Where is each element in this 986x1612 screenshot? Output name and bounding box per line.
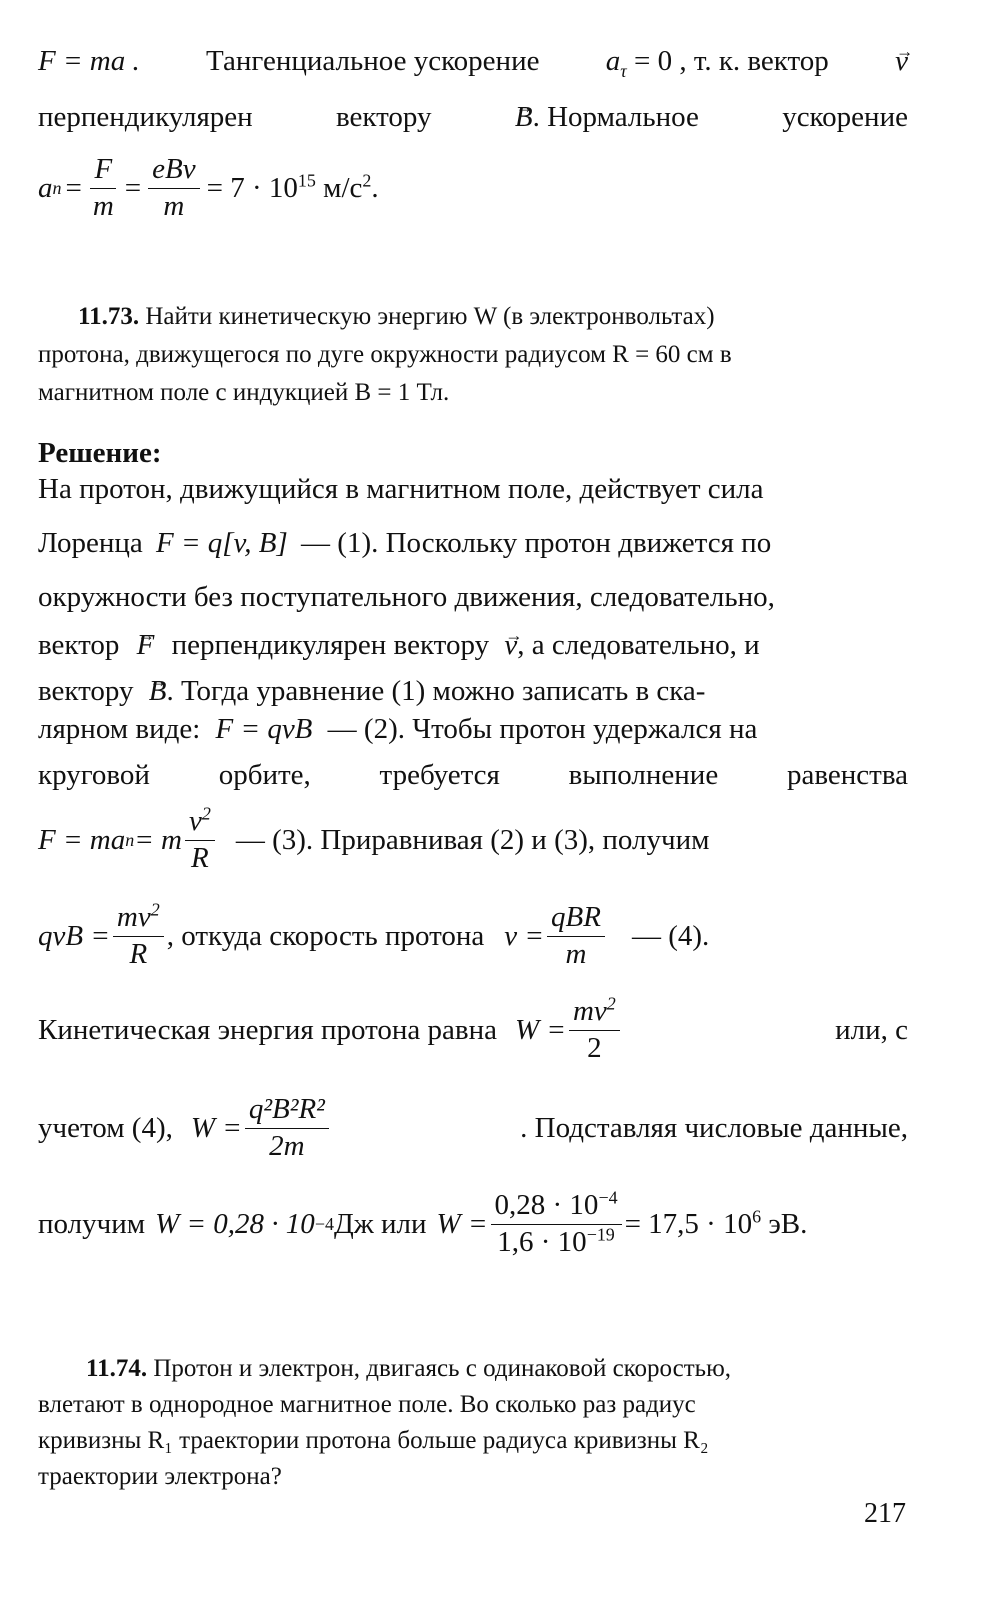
problem-number: 11.73. (78, 303, 140, 330)
problem-73-line-2: протона, движущегося по дуге окружности радиусом R = 60 см в (38, 341, 732, 368)
solution-line-11: учетом (4), W = $\frac{\text{q²B²R²}}{2m}$ . Подставляя числовые данные, (38, 1092, 908, 1162)
problem-number: 11.74. (86, 1355, 148, 1382)
fraction: $\frac{0,28 \cdot 10^{-4}}{1,6 \cdot 10^{-19}}$ (491, 1190, 622, 1259)
problem-74-line-4: траектории электрона? (38, 1463, 282, 1490)
vector-v: → v (504, 628, 517, 662)
normal-acceleration-equation: a n = $\frac{F}{m}$ = $\frac{\text{eBv}}{m}$ = $7 \cdot 10^{15}$ $м/с^2$. (38, 152, 379, 222)
vector-b: → B (149, 674, 167, 708)
solution-line-10: Кинетическая энергия протона равна W = $\frac{mv^2}{2}$ или, с (38, 992, 908, 1064)
eq-f-ma: F = ma . (38, 45, 140, 77)
vector-f: → F (137, 628, 155, 662)
fraction: $\frac{mv^2}{R}$ (113, 902, 164, 971)
top-line-2: перпендикулярен вектору → B. Нормальное ускорение (38, 100, 908, 134)
text: Тангенциальное ускорение (206, 45, 540, 77)
solution-line-4: вектор → F перпендикулярен вектору → v, а следовательно, и (38, 628, 908, 662)
solution-heading: Решение: (38, 437, 162, 469)
solution-line-8: F = ma n = m $\frac{v^2}{R}$ — (3). Приравнивая (2) и (3), получим (38, 802, 710, 874)
fraction: $\frac{v^2}{R}$ (185, 806, 215, 875)
solution-line-3: окружности без поступательного движения, следовательно, (38, 581, 775, 613)
vector-b: → B (515, 100, 533, 134)
problem-73-line-1: 11.73. Найти кинетическую энергию W (в электронвольтах) (78, 303, 715, 330)
problem-74-line-2: влетают в однородное магнитное поле. Во сколько раз радиус (38, 1391, 696, 1418)
fraction: $\frac{F}{m}$ (89, 154, 118, 223)
solution-line-6: лярном виде: F = qvB — (2). Чтобы протон удержался на (38, 713, 758, 745)
solution-line-1: На протон, движущийся в магнитном поле, действует сила (38, 473, 764, 505)
solution-line-7: круговой орбите, требуется выполнение равенства (38, 759, 908, 791)
fraction: $\frac{mv^2}{2}$ (569, 996, 620, 1065)
fraction: $\frac{\text{q²B²R²}}{2m}$ (245, 1094, 329, 1163)
solution-line-5: вектору → B. Тогда уравнение (1) можно записать в ска- (38, 674, 908, 708)
lorentz-force-equation: F = q[v, B] (155, 527, 288, 559)
problem-74-line-1: 11.74. Протон и электрон, двигаясь с одинаковой скоростью, (86, 1355, 732, 1382)
solution-line-12: получим W = 0,28 · 10 −4 Дж или W = $\frac{0,28 \cdot 10^{-4}}{1,6 \cdot 10^{-19}}$ = $17,5 \cdot 10^6$ эВ. (38, 1186, 808, 1258)
solution-line-2: Лоренца F = q[v, B] — (1). Поскольку протон движется по (38, 527, 772, 559)
solution-line-9: qvB = $\frac{mv^2}{R}$ , откуда скорость протона v = $\frac{\text{qBR}}{m}$ — (4). (38, 898, 710, 970)
page-number: 217 (864, 1498, 906, 1529)
vector-v: → v (895, 44, 908, 78)
fraction: $\frac{\text{qBR}}{m}$ (547, 902, 605, 971)
problem-74-line-3: кривизны R₁ траектории протона больше радиуса кривизны R₂ (38, 1427, 709, 1454)
fraction: $\frac{\text{eBv}}{m}$ (148, 154, 199, 223)
top-line-1: F = ma . Тангенциальное ускорение $a_\tau = 0$ , т. к. вектор → v (38, 44, 908, 78)
problem-73-line-3: магнитном поле с индукцией B = 1 Тл. (38, 379, 450, 406)
